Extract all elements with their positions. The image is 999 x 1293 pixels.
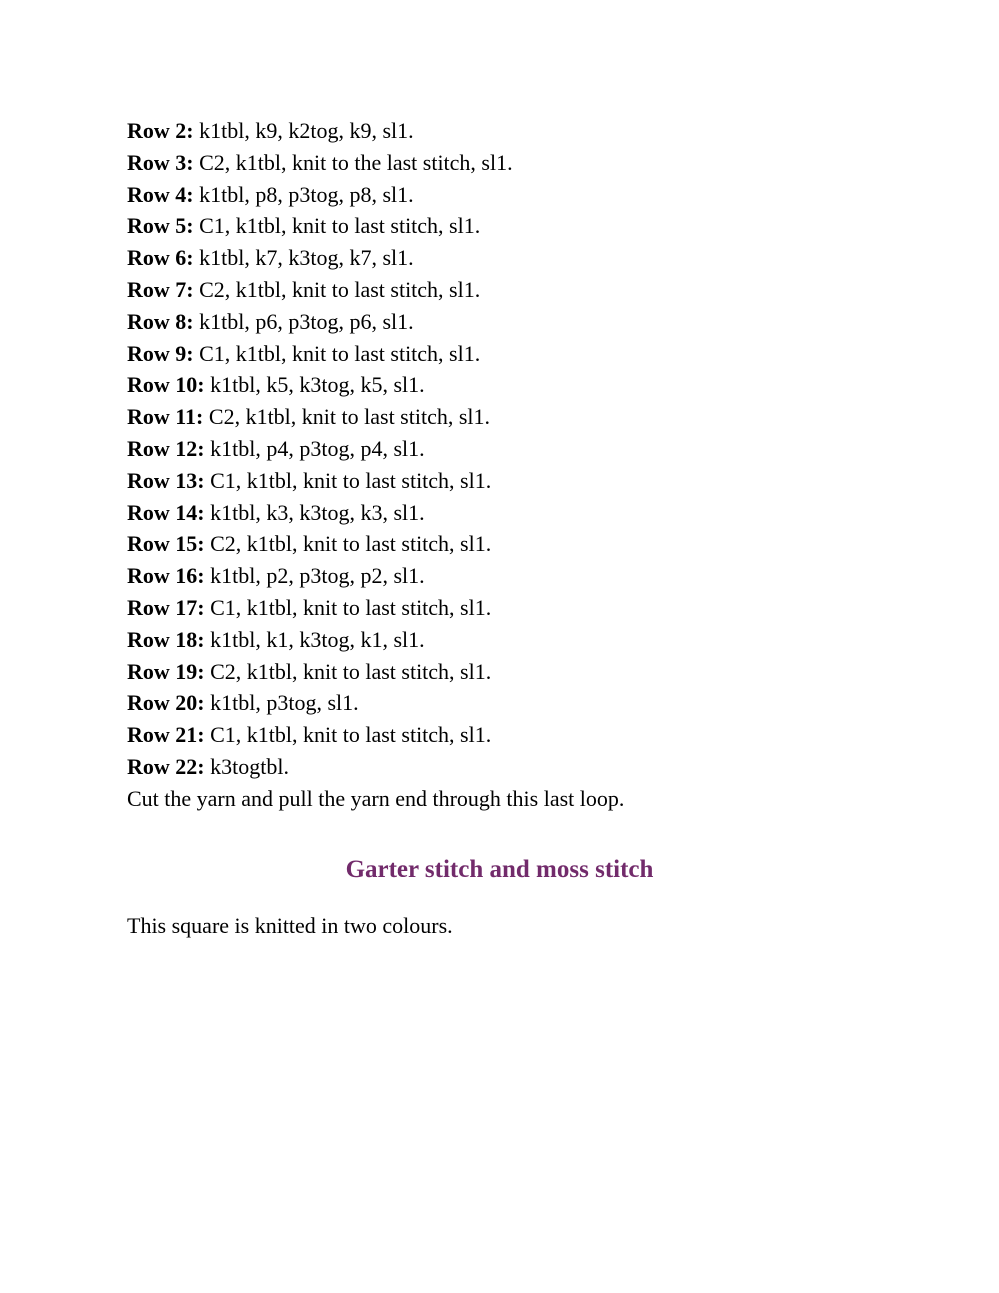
row-label: Row 6:: [127, 245, 194, 271]
row-instruction: [127, 687, 887, 719]
row-text: k1tbl, k1, k3tog, k1, sl1.: [204, 626, 425, 652]
row-label: Row 2:: [127, 118, 194, 143]
row-instruction: [127, 497, 887, 529]
row-instructions: [127, 115, 887, 815]
row-text: k1tbl, p4, p3tog, p4, sl1.: [204, 435, 425, 461]
row-text: k1tbl, p8, p3tog, p8, sl1.: [193, 181, 414, 207]
row-instruction: [127, 179, 887, 211]
row-label: Row 16:: [127, 563, 205, 589]
row-text: k1tbl, k5, k3tog, k5, sl1.: [204, 372, 425, 398]
row-label: Row 10:: [127, 372, 205, 398]
row-text: k1tbl, p6, p3tog, p6, sl1.: [193, 308, 414, 334]
row-label: Row 7:: [127, 276, 194, 302]
row-instruction: [127, 338, 887, 370]
row-instruction: [127, 624, 887, 656]
row-label: Row 12:: [127, 435, 205, 461]
row-label: Row 4:: [127, 181, 194, 207]
row-text: C2, k1tbl, knit to last stitch, sl1.: [193, 276, 481, 302]
row-instruction: [127, 147, 887, 179]
section-intro: This square is knitted in two colours.: [127, 913, 453, 938]
row-instruction: [127, 719, 887, 751]
row-list: [127, 115, 887, 783]
row-text: k3togtbl.: [204, 753, 289, 779]
row-text: C1, k1tbl, knit to last stitch, sl1.: [193, 213, 481, 239]
row-instruction: [127, 433, 887, 465]
section-heading: Garter stitch and moss stitch: [345, 856, 654, 883]
row-text: k1tbl, p3tog, sl1.: [204, 690, 359, 716]
row-label: Row 22:: [127, 753, 205, 779]
row-instruction: [127, 115, 887, 147]
row-label: Row 9:: [127, 340, 194, 366]
row-instruction: [127, 210, 887, 242]
row-label: Row 5:: [127, 213, 194, 239]
row-label: Row 20:: [127, 690, 205, 716]
row-label: Row 19:: [127, 658, 205, 684]
row-text: k1tbl, k9, k2tog, k9, sl1.: [193, 118, 414, 143]
row-text: k1tbl, k7, k3tog, k7, sl1.: [193, 245, 414, 271]
closing-instruction: Cut the yarn and pull the yarn end through this last loop.: [127, 785, 625, 811]
row-label: Row 8:: [127, 308, 194, 334]
row-label: Row 15:: [127, 531, 205, 557]
row-instruction: [127, 465, 887, 497]
row-text: C2, k1tbl, knit to last stitch, sl1.: [203, 404, 491, 430]
row-instruction: [127, 560, 887, 592]
row-instruction: [127, 306, 887, 338]
row-instruction: [127, 274, 887, 306]
row-instruction: [127, 369, 887, 401]
row-label: Row 14:: [127, 499, 205, 525]
row-label: Row 13:: [127, 467, 205, 493]
row-instruction: [127, 751, 887, 783]
row-instruction: [127, 592, 887, 624]
row-text: C2, k1tbl, knit to last stitch, sl1.: [204, 531, 492, 557]
row-label: Row 21:: [127, 722, 205, 748]
row-text: C1, k1tbl, knit to last stitch, sl1.: [204, 722, 492, 748]
row-label: Row 18:: [127, 626, 205, 652]
row-text: C2, k1tbl, knit to the last stitch, sl1.: [193, 149, 513, 175]
row-text: C2, k1tbl, knit to last stitch, sl1.: [204, 658, 492, 684]
row-text: C1, k1tbl, knit to last stitch, sl1.: [193, 340, 481, 366]
row-text: k1tbl, p2, p3tog, p2, sl1.: [204, 563, 425, 589]
row-text: C1, k1tbl, knit to last stitch, sl1.: [204, 467, 492, 493]
row-instruction: [127, 656, 887, 688]
row-instruction: [127, 528, 887, 560]
row-instruction: [127, 242, 887, 274]
row-text: C1, k1tbl, knit to last stitch, sl1.: [204, 594, 492, 620]
row-instruction: [127, 401, 887, 433]
row-label: Row 17:: [127, 594, 205, 620]
row-label: Row 11:: [127, 404, 204, 430]
row-label: Row 3:: [127, 149, 194, 175]
row-text: k1tbl, k3, k3tog, k3, sl1.: [204, 499, 425, 525]
